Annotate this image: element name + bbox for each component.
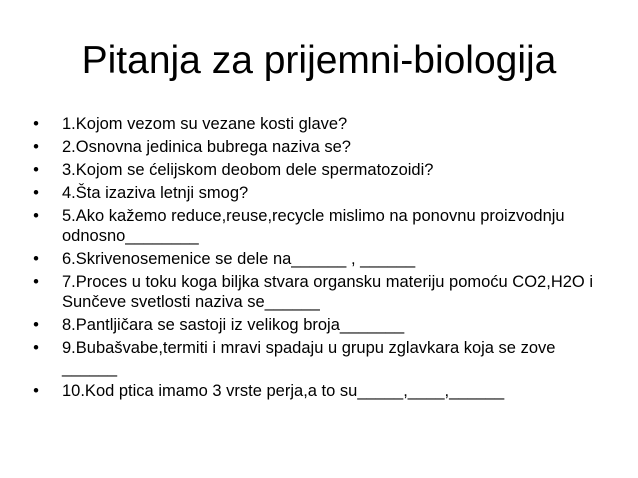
bullet-icon: • — [33, 273, 39, 291]
list-item — [30, 206, 600, 246]
question-text: 5.Ako kažemo reduce,reuse,recycle mislimo na ponovnu proizvodnju odnosno________ — [62, 207, 565, 245]
bullet-icon: • — [33, 161, 39, 179]
list-item — [30, 381, 600, 401]
question-text: 1.Kojom vezom su vezane kosti glave? — [62, 115, 348, 133]
slide-title: Pitanja za prijemni-biologija — [81, 39, 557, 82]
list-item — [30, 160, 600, 180]
question-text: 9.Bubašvabe,termiti i mravi spadaju u grupu zglavkara koja se zove ______ — [62, 339, 556, 377]
question-text: 6.Skrivenosemenice se dele na______ , ______ — [62, 250, 416, 268]
list-item — [30, 315, 600, 335]
list-item — [30, 137, 600, 157]
question-text: 4.Šta izaziva letnji smog? — [62, 184, 249, 202]
question-text: 10.Kod ptica imamo 3 vrste perja,a to su_____,____,______ — [62, 382, 505, 400]
bullet-icon: • — [33, 316, 39, 334]
bullet-icon: • — [33, 115, 39, 133]
question-list — [30, 114, 600, 404]
bullet-icon: • — [33, 382, 39, 400]
bullet-icon: • — [33, 339, 39, 357]
bullet-icon: • — [33, 250, 39, 268]
list-item — [30, 114, 600, 134]
list-item — [30, 272, 600, 312]
bullet-icon: • — [33, 138, 39, 156]
list-item — [30, 249, 600, 269]
list-item — [30, 183, 600, 203]
list-item — [30, 338, 600, 378]
question-text: 8.Pantljičara se sastoji iz velikog broja_______ — [62, 316, 405, 334]
question-text: 2.Osnovna jedinica bubrega naziva se? — [62, 138, 351, 156]
question-text: 7.Proces u toku koga biljka stvara organsku materiju pomoću CO2,H2O i Sunčeve svetlosti naziva se______ — [62, 273, 593, 311]
bullet-icon: • — [33, 207, 39, 225]
bullet-icon: • — [33, 184, 39, 202]
question-text: 3.Kojom se ćelijskom deobom dele spermatozoidi? — [62, 161, 434, 179]
